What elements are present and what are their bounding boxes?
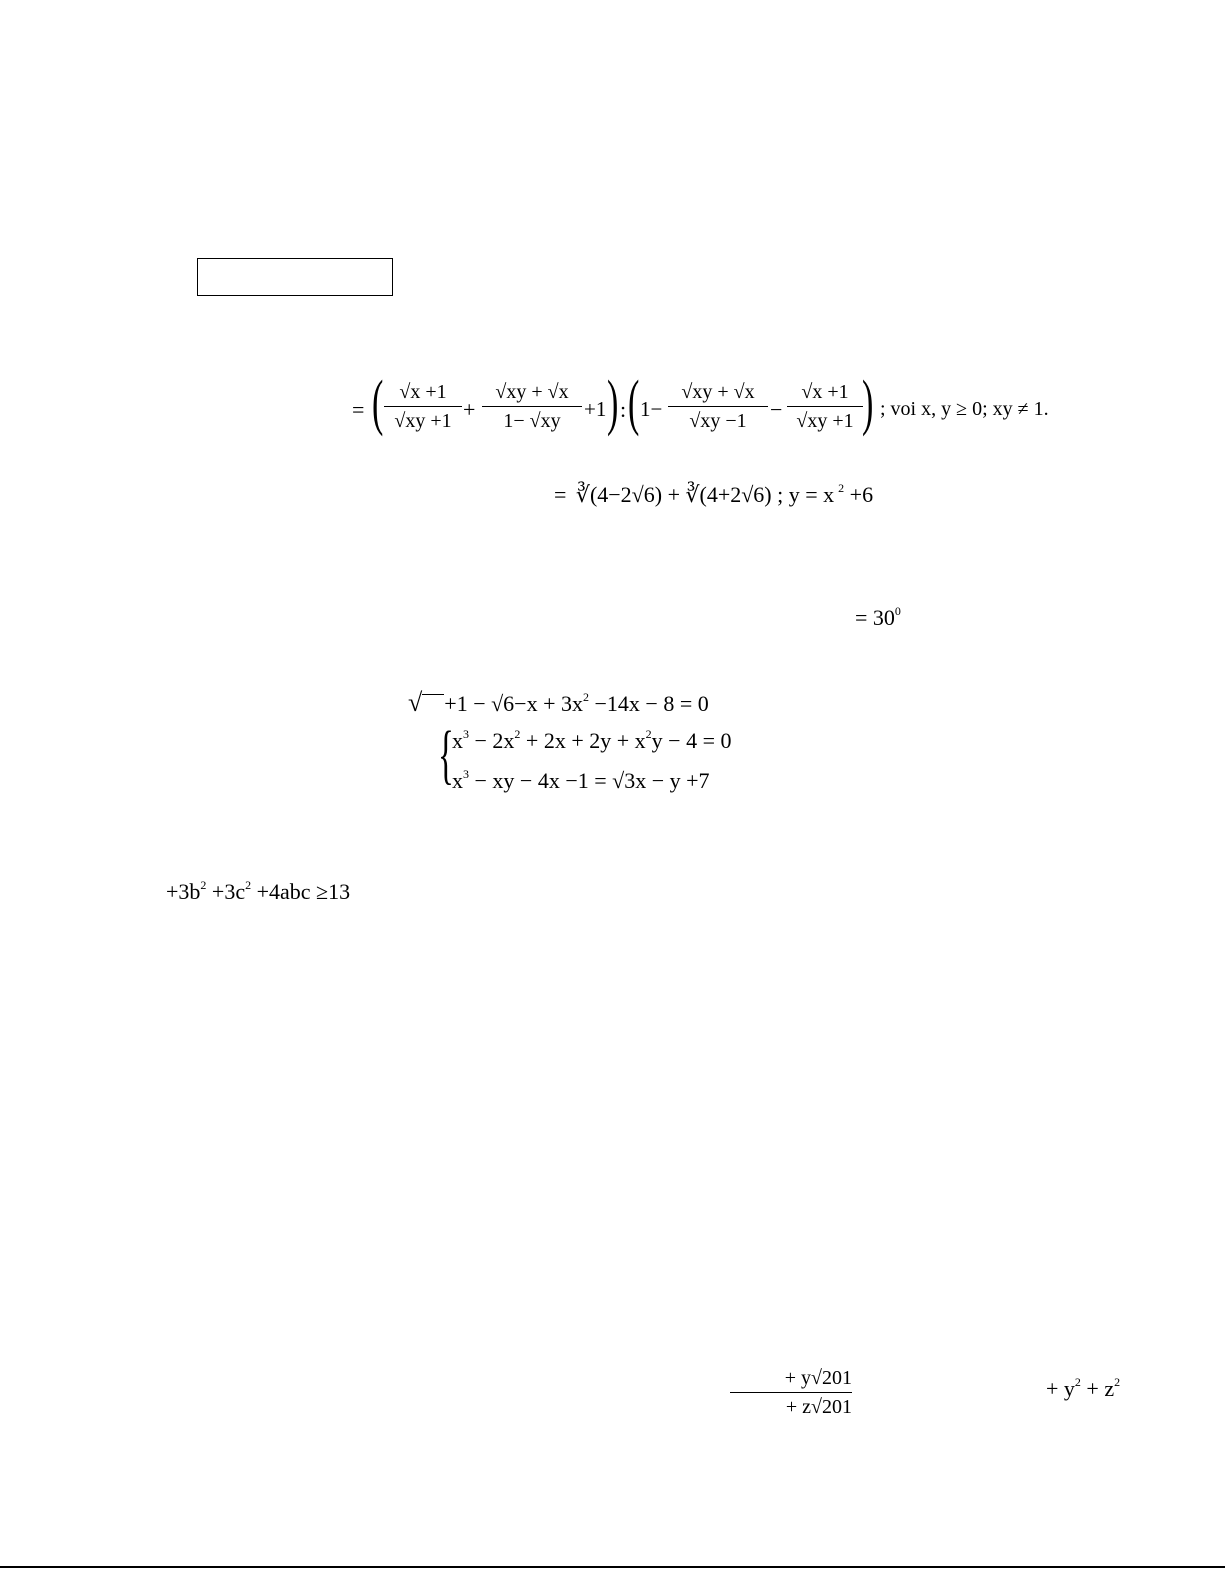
- angle-equation: [855, 604, 901, 630]
- ineq-part-b: +3c: [206, 879, 246, 904]
- system-brace: {: [438, 718, 454, 791]
- right-paren-1: ): [607, 369, 619, 437]
- line2-expression: [554, 481, 874, 507]
- ineq-part-a: +3b: [166, 879, 201, 904]
- radical-exponent: 2: [583, 690, 589, 704]
- line2-equals: =: [554, 482, 567, 507]
- radical-after: +1: [444, 691, 468, 716]
- sum-part-a: + y: [1046, 1376, 1075, 1401]
- eq1-exp-c: 2: [645, 727, 652, 741]
- empty-frame-box: [197, 258, 393, 296]
- ineq-exp-a: 2: [200, 878, 207, 892]
- fraction-201-denominator: + z√201: [785, 1396, 852, 1418]
- fraction-1-denominator: √xy +1: [394, 410, 452, 432]
- eq1-part-b: − 2x: [469, 728, 515, 753]
- radical-bar: [422, 694, 444, 695]
- minus-sign: −: [770, 397, 783, 422]
- eq1-part-c: + 2x + 2y + x: [520, 728, 646, 753]
- fraction-4: [787, 382, 863, 431]
- sum-exp-b: 2: [1114, 1375, 1121, 1389]
- system-equation-2: [452, 767, 710, 793]
- fraction-3-numerator: √xy + √x: [681, 381, 755, 403]
- ineq-part-c: +4abc ≥13: [251, 879, 351, 904]
- inequality: [166, 878, 351, 904]
- fraction-201: [730, 1368, 852, 1417]
- line2-body: ∛(4−2√6) + ∛(4+2√6) ; y = x: [575, 482, 835, 507]
- fraction-2-denominator: 1− √xy: [503, 410, 561, 432]
- radical-tail: −14x − 8 = 0: [589, 691, 709, 716]
- eq1-exp-a: 3: [463, 727, 469, 741]
- eq2-exp-a: 3: [463, 767, 469, 781]
- radical-sign: √: [408, 688, 423, 717]
- sum-squares: [1046, 1375, 1121, 1401]
- colon-sign: :: [620, 397, 627, 422]
- sum-part-b: + z: [1080, 1376, 1115, 1401]
- left-paren-1: (: [372, 369, 384, 437]
- angle-value: = 30: [855, 605, 895, 630]
- radical-rest: − √6−x + 3x: [467, 691, 583, 716]
- angle-degree: 0: [894, 604, 901, 618]
- left-paren-2: (: [628, 369, 640, 437]
- plus-one: +1: [584, 397, 607, 421]
- condition-text: ; voi x, y ≥ 0; xy ≠ 1.: [880, 398, 1049, 420]
- fraction-3: [668, 382, 768, 431]
- eq2-part-a: x: [452, 768, 463, 793]
- line1-equals: =: [352, 397, 365, 422]
- plus-sign: +: [463, 397, 476, 422]
- page-bottom-rule: [0, 1566, 1225, 1568]
- fraction-201-numerator: + y√201: [784, 1367, 852, 1389]
- fraction-4-denominator: √xy +1: [796, 410, 854, 432]
- one-minus: 1−: [640, 397, 663, 421]
- fraction-2-numerator: √xy + √x: [495, 381, 569, 403]
- fraction-1: [384, 382, 462, 431]
- fraction-3-bar: [668, 406, 768, 407]
- fraction-201-bar: [730, 1392, 852, 1393]
- fraction-3-denominator: √xy −1: [689, 410, 747, 432]
- sum-exp-a: 2: [1074, 1375, 1081, 1389]
- eq1-part-d: y − 4 = 0: [651, 728, 732, 753]
- right-paren-2: ): [862, 369, 874, 437]
- ineq-exp-b: 2: [245, 878, 252, 892]
- eq1-part-a: x: [452, 728, 463, 753]
- fraction-4-bar: [787, 406, 863, 407]
- radical-equation: [408, 690, 709, 716]
- eq2-part-b: − xy − 4x −1 = √3x − y +7: [469, 768, 710, 793]
- system-equation-1: [452, 727, 732, 753]
- fraction-1-bar: [384, 406, 462, 407]
- line2-tail: +6: [844, 482, 874, 507]
- line2-exponent: 2: [838, 481, 845, 495]
- fraction-2: [482, 382, 582, 431]
- fraction-2-bar: [482, 406, 582, 407]
- fraction-1-numerator: √x +1: [399, 381, 447, 403]
- eq1-exp-b: 2: [514, 727, 521, 741]
- fraction-4-numerator: √x +1: [801, 381, 849, 403]
